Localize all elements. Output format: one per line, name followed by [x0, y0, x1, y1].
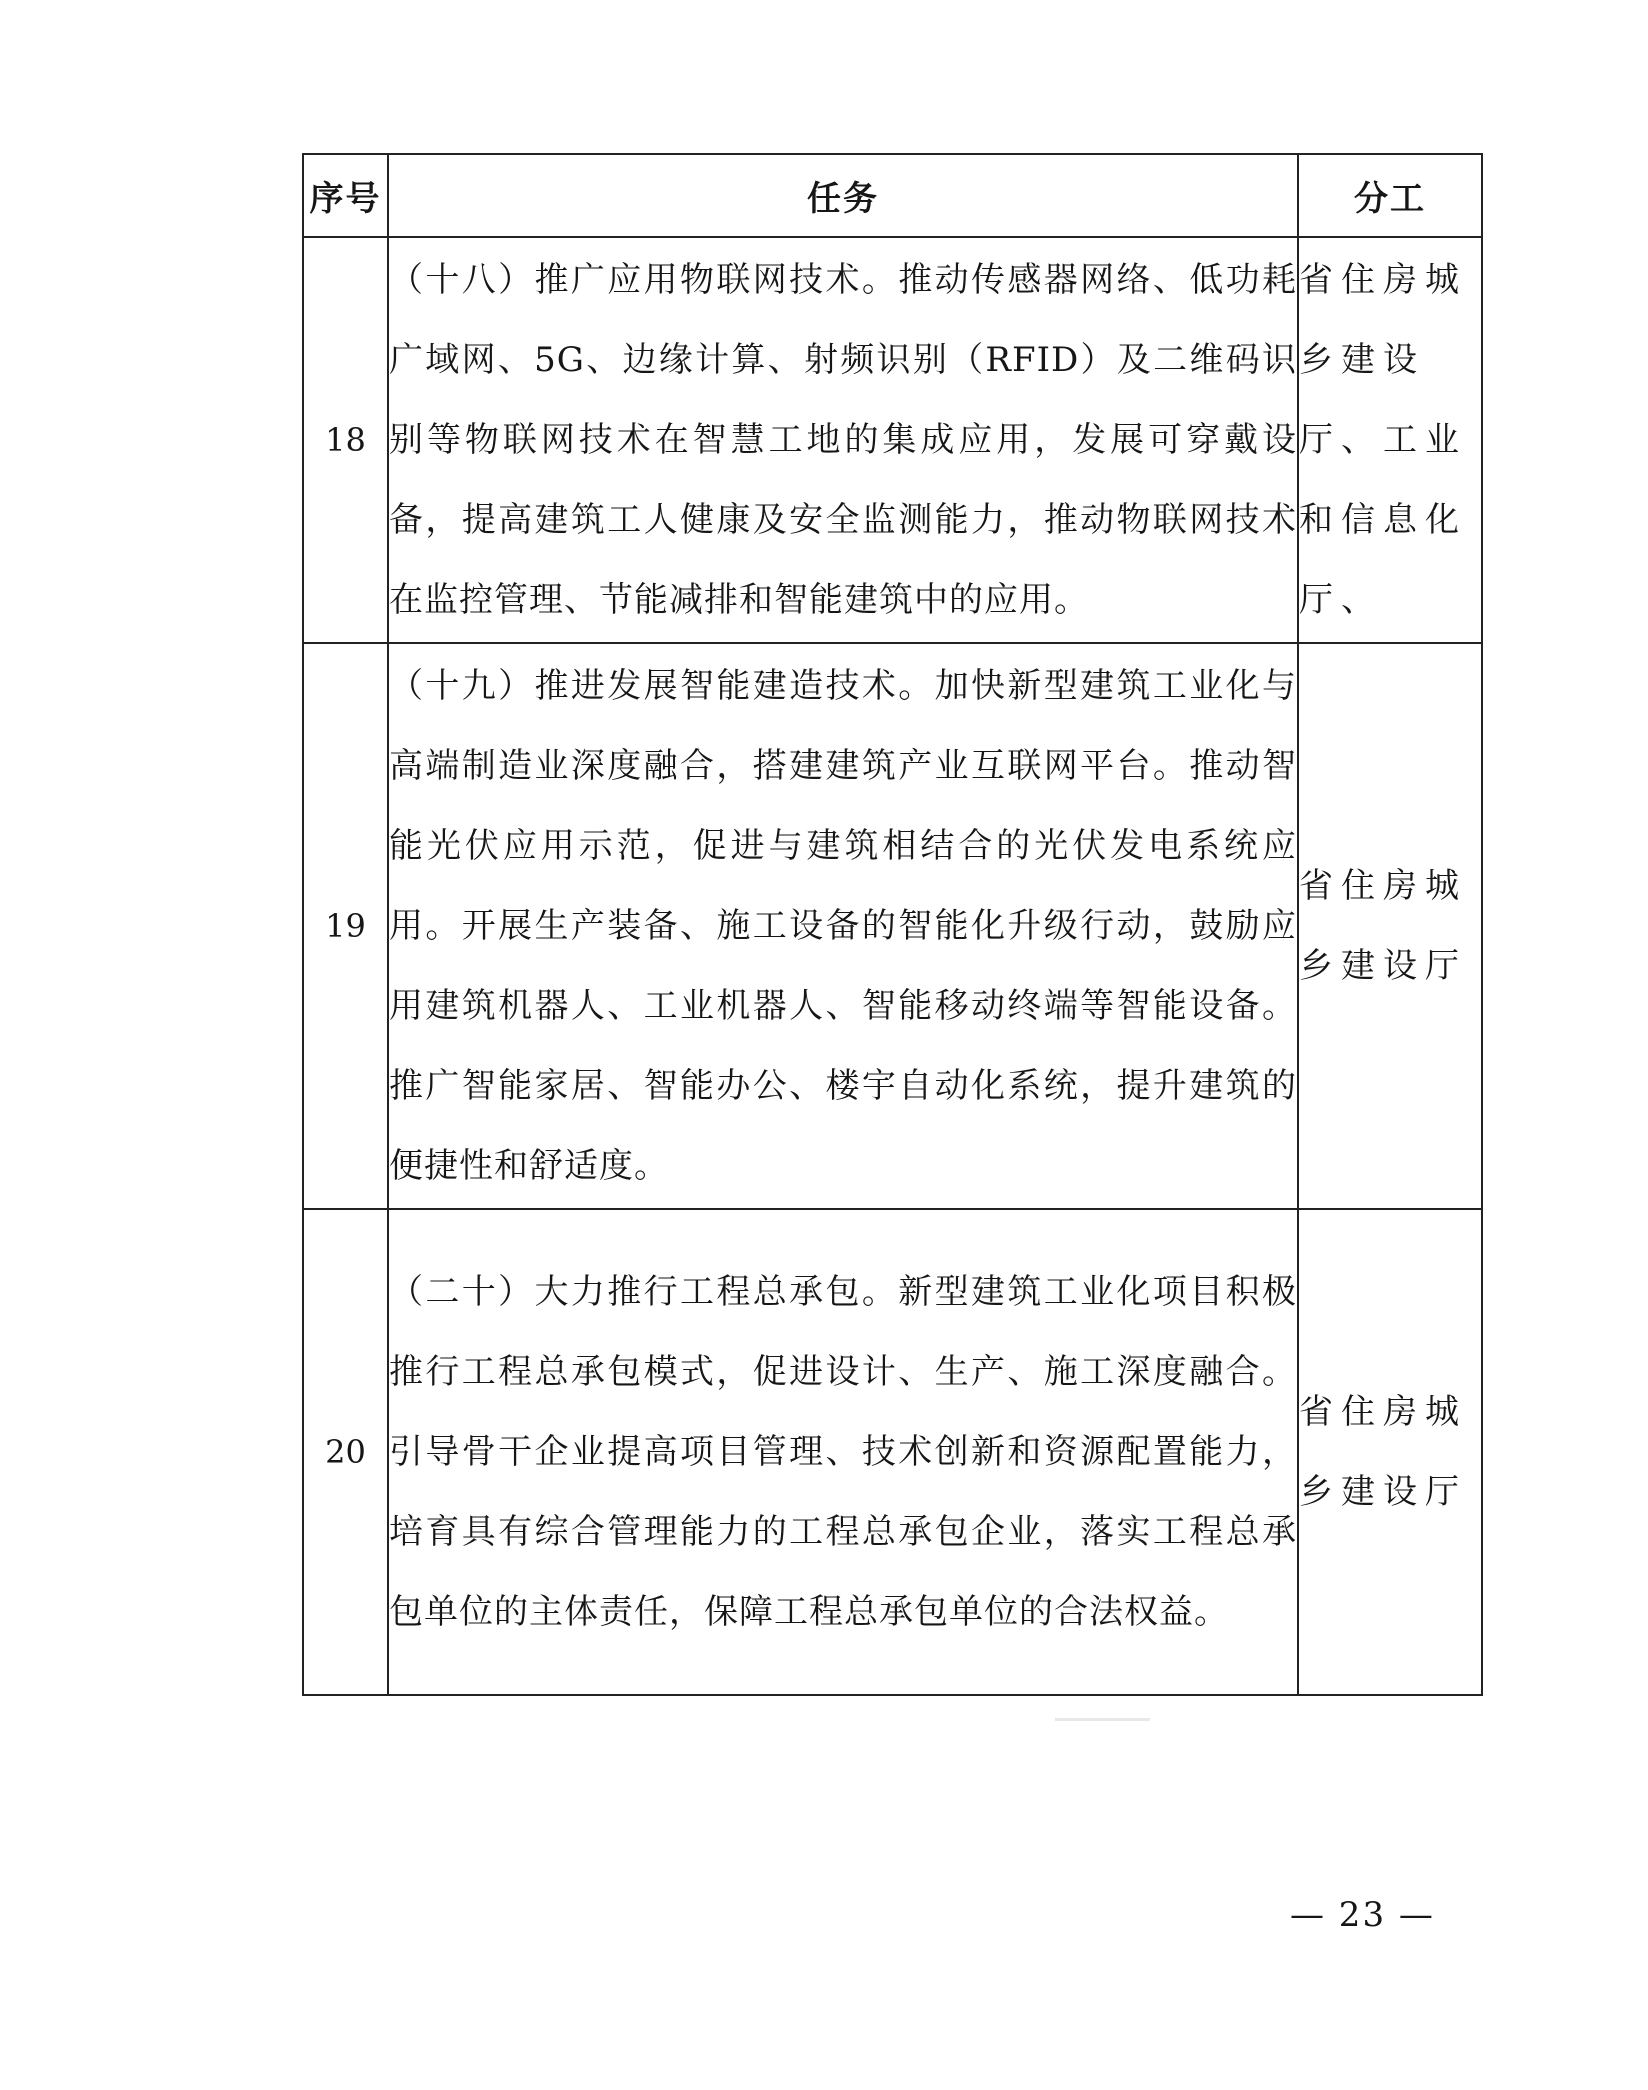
- row-seq: 18: [303, 237, 388, 643]
- row-division: 省住房城乡建设厅: [1298, 1209, 1482, 1695]
- header-task: 任务: [388, 154, 1298, 237]
- row-division: 省住房城乡建设厅: [1298, 643, 1482, 1209]
- row-seq: 20: [303, 1209, 388, 1695]
- header-seq: 序号: [303, 154, 388, 237]
- row-task: （十九）推进发展智能建造技术。加快新型建筑工业化与高端制造业深度融合，搭建建筑产业互联网平台。推动智能光伏应用示范，促进与建筑相结合的光伏发电系统应用。开展生产装备、施工设备的智能化升级行动，鼓励应用建筑机器人、工业机器人、智能移动终端等智能设备。推广智能家居、智能办公、楼宇自动化系统，提升建筑的便捷性和舒适度。: [388, 643, 1298, 1209]
- table-row: [303, 1209, 1482, 1695]
- header-division: 分工: [1298, 154, 1482, 237]
- table-row: [303, 643, 1482, 1209]
- row-task: （十八）推广应用物联网技术。推动传感器网络、低功耗广域网、5G、边缘计算、射频识别（RFID）及二维码识别等物联网技术在智慧工地的集成应用，发展可穿戴设备，提高建筑工人健康及安全监测能力，推动物联网技术在监控管理、节能减排和智能建筑中的应用。: [388, 237, 1298, 643]
- row-task: （二十）大力推行工程总承包。新型建筑工业化项目积极推行工程总承包模式，促进设计、生产、施工深度融合。引导骨干企业提高项目管理、技术创新和资源配置能力，培育具有综合管理能力的工程总承包企业，落实工程总承包单位的主体责任，保障工程总承包单位的合法权益。: [388, 1209, 1298, 1695]
- page-number: — 23 —: [1290, 1895, 1435, 1935]
- row-seq: 19: [303, 643, 388, 1209]
- table-row: [303, 237, 1482, 643]
- row-division: 省住房城乡建设厅、工业和信息化厅、: [1298, 237, 1482, 643]
- task-table: [302, 153, 1483, 1696]
- scan-artifact: [1055, 1718, 1150, 1721]
- table-header-row: [303, 154, 1482, 237]
